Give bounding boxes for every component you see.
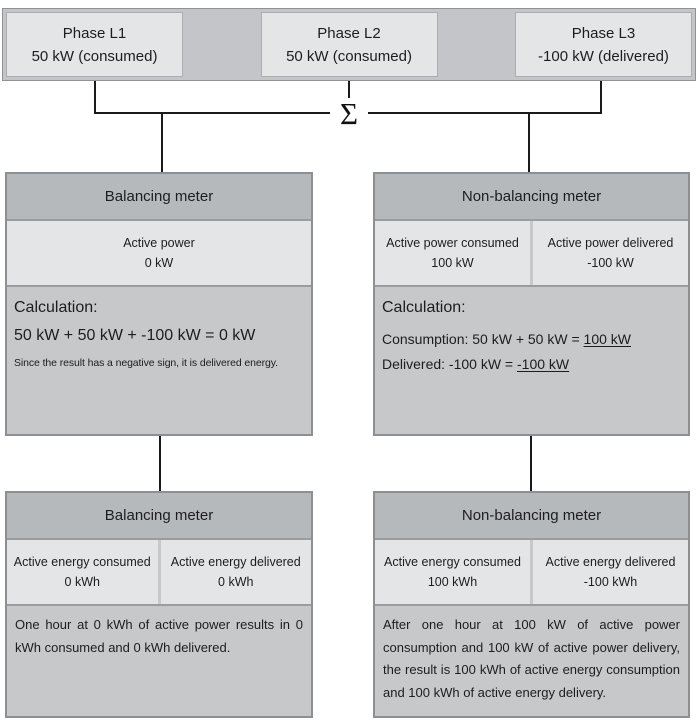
- active-power-delivered-value: -100 kW: [587, 256, 634, 270]
- phase-l2-value: 50 kW (consumed): [286, 47, 412, 65]
- delivered-result: -100 kW: [517, 356, 570, 372]
- calculation-heading: Calculation:: [382, 299, 466, 316]
- balancing-power-meter-title: Balancing meter: [7, 174, 311, 221]
- balancing-energy-meter-cells: [7, 540, 311, 606]
- active-power-consumed-label: Active power consumed: [386, 236, 519, 250]
- phase-l3-name: Phase L3: [571, 24, 636, 42]
- balancing-power-meter: [5, 172, 313, 436]
- delivered-formula: Delivered: -100 kW =: [382, 356, 517, 372]
- phase-l2-name: Phase L2: [317, 24, 381, 42]
- calculation-note: Since the result has a negative sign, it is delivered energy.: [14, 357, 278, 369]
- delivered-calculation-line: [382, 352, 682, 377]
- non-balancing-power-meter-cells: [375, 221, 688, 287]
- balancing-energy-meter: [5, 491, 313, 718]
- non-balancing-energy-note: After one hour at 100 kW of active power consumption and 100 kW of active power delivery, the result is 100 kWh of active energy consumption and 100 kWh of active energy delivery.: [375, 606, 688, 716]
- consumption-formula: Consumption: 50 kW + 50 kW =: [382, 331, 584, 347]
- phase-bar: [2, 8, 696, 81]
- non-balancing-energy-meter-title: Non-balancing meter: [375, 493, 688, 540]
- active-energy-consumed-label: Active energy consumed: [384, 555, 521, 569]
- active-energy-delivered-label: Active energy delivered: [170, 555, 301, 569]
- active-energy-consumed-cell: [375, 540, 530, 604]
- phase-l1-box: [6, 12, 183, 77]
- active-energy-delivered-label: Active energy delivered: [545, 555, 676, 569]
- active-power-cell: [7, 221, 311, 285]
- balancing-power-meter-cells: [7, 221, 311, 287]
- phase-l1-name: Phase L1: [62, 24, 127, 42]
- phase-l2-box: [261, 12, 438, 77]
- calculation-heading: Calculation:: [14, 299, 98, 316]
- balancing-power-calculation: [7, 287, 311, 434]
- sum-sigma-symbol: Σ: [339, 96, 359, 131]
- calculation-formula: 50 kW + 50 kW + -100 kW = 0 kW: [14, 327, 256, 344]
- active-energy-delivered-value: 0 kWh: [218, 575, 254, 589]
- non-balancing-power-meter-title: Non-balancing meter: [375, 174, 688, 221]
- active-energy-delivered-cell: [533, 540, 688, 604]
- consumption-result: 100 kW: [583, 331, 631, 347]
- non-balancing-power-meter: [373, 172, 690, 436]
- active-energy-delivered-value: -100 kWh: [583, 575, 638, 589]
- active-power-label: Active power: [123, 236, 195, 250]
- active-power-consumed-cell: [375, 221, 530, 285]
- active-energy-consumed-value: 0 kWh: [64, 575, 100, 589]
- non-balancing-power-calculation: [375, 287, 688, 434]
- phase-l3-box: [515, 12, 692, 77]
- balancing-energy-note: One hour at 0 kWh of active power results in 0 kWh consumed and 0 kWh delivered.: [7, 606, 311, 716]
- non-balancing-energy-meter: [373, 491, 690, 718]
- active-power-value: 0 kW: [144, 256, 174, 270]
- balancing-energy-meter-title: Balancing meter: [7, 493, 311, 540]
- phase-l1-value: 50 kW (consumed): [31, 47, 158, 65]
- phase-l3-value: -100 kW (delivered): [538, 47, 669, 65]
- active-energy-consumed-cell: [7, 540, 158, 604]
- active-power-delivered-label: Active power delivered: [547, 236, 674, 250]
- active-energy-consumed-value: 100 kWh: [427, 575, 478, 589]
- active-energy-consumed-label: Active energy consumed: [13, 555, 151, 569]
- active-energy-delivered-cell: [161, 540, 312, 604]
- consumption-calculation-line: [382, 327, 682, 352]
- active-power-consumed-value: 100 kW: [431, 256, 474, 270]
- non-balancing-energy-meter-cells: [375, 540, 688, 606]
- active-power-delivered-cell: [533, 221, 688, 285]
